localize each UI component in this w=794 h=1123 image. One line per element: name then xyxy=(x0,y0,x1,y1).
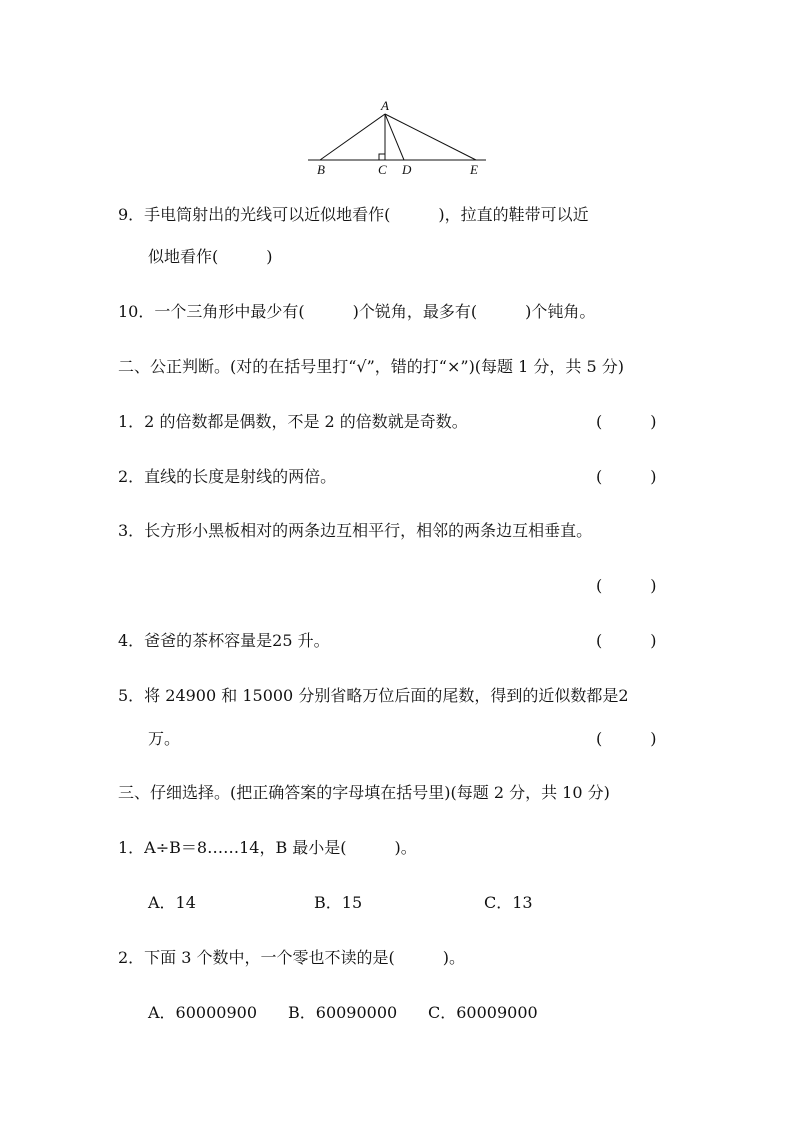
label-c: C xyxy=(378,162,387,177)
section-3-heading: 三、仔细选择。(把正确答案的字母填在括号里)(每题 2 分，共 10 分) xyxy=(118,783,610,802)
label-d: D xyxy=(402,162,412,177)
choice-1-option-b: B．15 xyxy=(314,893,363,912)
answer-paren-1: ( ) xyxy=(596,412,657,431)
label-b: B xyxy=(317,162,325,177)
question-10: 10．一个三角形中最少有( )个锐角，最多有( )个钝角。 xyxy=(118,302,596,321)
choice-question-2: 2．下面 3 个数中，一个零也不读的是( )。 xyxy=(118,948,466,967)
question-9-line-2: 似地看作( ) xyxy=(148,247,273,266)
judge-item-1: 1．2 的倍数都是偶数，不是 2 的倍数就是奇数。 xyxy=(118,412,468,431)
segment-ab xyxy=(320,114,385,160)
right-angle-mark xyxy=(379,154,385,160)
section-2-heading: 二、公正判断。(对的在括号里打“√”，错的打“×”)(每题 1 分，共 5 分) xyxy=(118,357,624,376)
answer-paren-3: ( ) xyxy=(596,576,657,595)
answer-paren-5: ( ) xyxy=(596,729,657,748)
segment-ad xyxy=(385,114,404,160)
choice-2-option-b: B．60090000 xyxy=(288,1003,398,1022)
judge-item-5-line-2: 万。 xyxy=(148,729,181,748)
answer-paren-2: ( ) xyxy=(596,467,657,486)
judge-item-4: 4．爸爸的茶杯容量是25 升。 xyxy=(118,631,330,650)
label-a: A xyxy=(381,98,389,113)
choice-1-option-c: C．13 xyxy=(484,893,533,912)
choice-1-option-a: A．14 xyxy=(148,893,196,912)
segment-ae xyxy=(385,114,476,160)
judge-item-5-line-1: 5．将 24900 和 15000 分别省略万位后面的尾数，得到的近似数都是2 xyxy=(118,686,629,705)
choice-2-option-c: C．60009000 xyxy=(428,1003,538,1022)
judge-item-3: 3．长方形小黑板相对的两条边互相平行，相邻的两条边互相垂直。 xyxy=(118,521,593,540)
choice-question-1: 1．A÷B＝8……14，B 最小是( )。 xyxy=(118,838,417,857)
label-e: E xyxy=(470,162,478,177)
judge-item-2: 2．直线的长度是射线的两倍。 xyxy=(118,467,337,486)
triangle-figure xyxy=(300,98,500,180)
answer-paren-4: ( ) xyxy=(596,631,657,650)
question-9-line-1: 9．手电筒射出的光线可以近似地看作( )，拉直的鞋带可以近 xyxy=(118,205,589,224)
choice-2-option-a: A．60000900 xyxy=(148,1003,257,1022)
